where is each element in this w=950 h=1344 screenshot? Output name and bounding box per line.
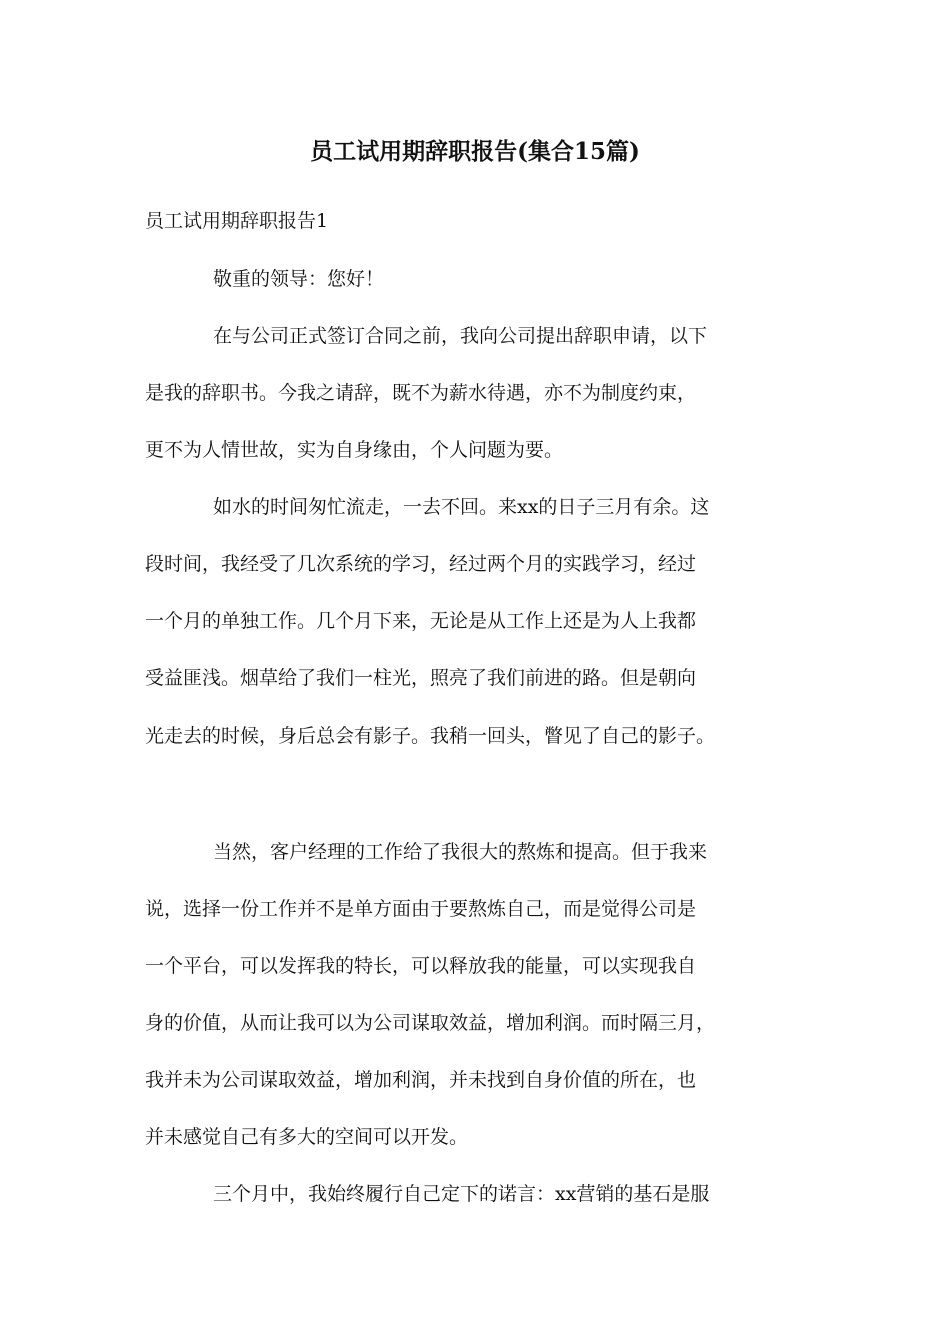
paragraph-line: 一个平台，可以发挥我的特长，可以释放我的能量，可以实现我自 bbox=[145, 955, 697, 977]
paragraph-line: 是我的辞职书。今我之请辞，既不为薪水待遇，亦不为制度约束， bbox=[145, 382, 697, 404]
paragraph-line: 光走去的时候，身后总会有影子。我稍一回头，瞥见了自己的影子。 bbox=[145, 725, 716, 747]
paragraph-line: 在与公司正式签订合同之前，我向公司提出辞职申请，以下 bbox=[213, 325, 708, 347]
paragraph-line: 三个月中，我始终履行自己定下的诺言：xx营销的基石是服 bbox=[213, 1183, 710, 1205]
paragraph-line: 更不为人情世故，实为自身缘由，个人问题为要。 bbox=[145, 439, 564, 461]
paragraph-line: 受益匪浅。烟草给了我们一柱光，照亮了我们前进的路。但是朝向 bbox=[145, 667, 697, 689]
paragraph-line: 我并未为公司谋取效益，增加利润，并未找到自身价值的所在，也 bbox=[145, 1069, 697, 1091]
paragraph-line: 并未感觉自己有多大的空间可以开发。 bbox=[145, 1126, 469, 1148]
section-heading: 员工试用期辞职报告1 bbox=[145, 210, 329, 232]
paragraph-line: 身的价值，从而让我可以为公司谋取效益，增加利润。而时隔三月， bbox=[145, 1012, 716, 1034]
paragraph-line: 说，选择一份工作并不是单方面由于要熬炼自己，而是觉得公司是 bbox=[145, 898, 697, 920]
paragraph-line: 如水的时间匆忙流走，一去不回。来xx的日子三月有余。这 bbox=[213, 496, 710, 518]
paragraph-line: 段时间，我经受了几次系统的学习，经过两个月的实践学习，经过 bbox=[145, 553, 697, 575]
paragraph-line: 当然，客户经理的工作给了我很大的熬炼和提高。但于我来 bbox=[213, 841, 708, 863]
greeting-line: 敬重的领导：您好！ bbox=[213, 268, 385, 290]
document-title: 员工试用期辞职报告(集合15篇) bbox=[310, 138, 640, 165]
paragraph-line: 一个月的单独工作。几个月下来，无论是从工作上还是为人上我都 bbox=[145, 610, 697, 632]
